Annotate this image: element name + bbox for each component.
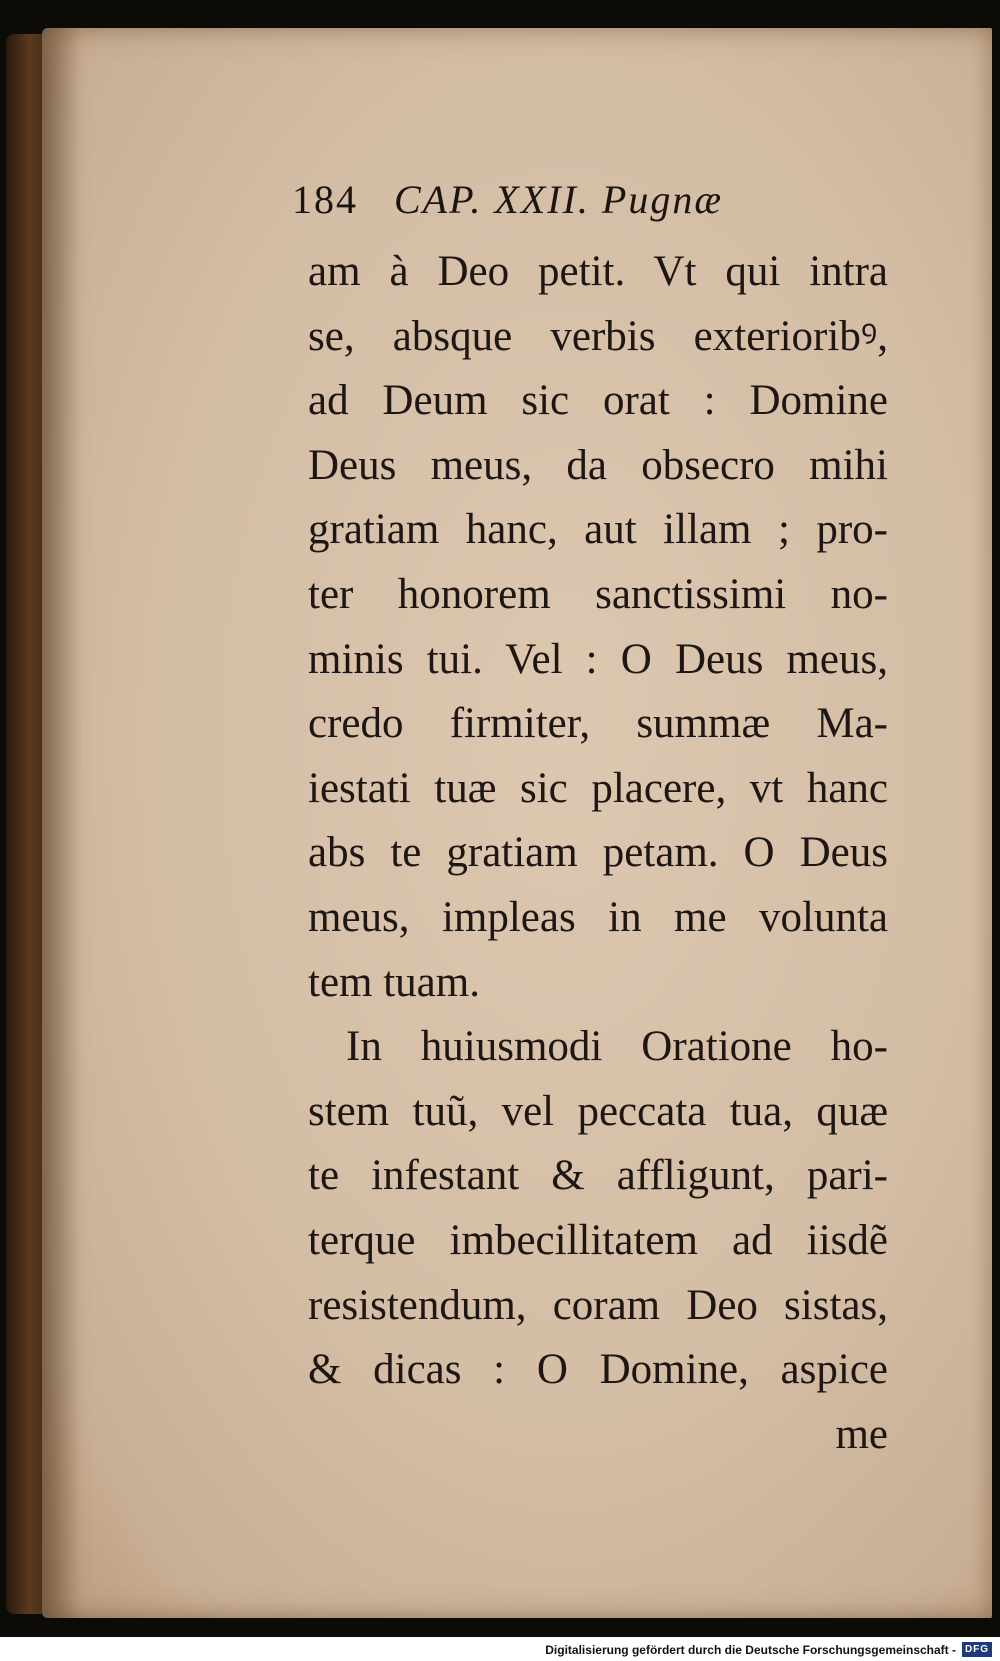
gutter-shadow bbox=[42, 28, 82, 1618]
text-line: gratiam hanc, aut illam ; pro- bbox=[308, 506, 888, 554]
text-line: te infestant & affligunt, pari- bbox=[308, 1152, 888, 1200]
funding-credit: Digitalisierung gefördert durch die Deutsche Forschungsgemeinschaft - bbox=[545, 1643, 956, 1657]
text-line: & dicas : O Domine, aspice bbox=[308, 1346, 888, 1394]
text-line: terque imbecillitatem ad iisdẽ bbox=[308, 1216, 888, 1264]
text-line: resistendum, coram Deo sistas, bbox=[308, 1281, 888, 1329]
dfg-logo-icon: DFG bbox=[962, 1642, 992, 1657]
running-head bbox=[292, 176, 852, 223]
text-line: meus, impleas in me volunta bbox=[308, 893, 888, 941]
text-line: Deus meus, da obsecro mihi bbox=[308, 441, 888, 489]
text-line: am à Deo petit. Vt qui intra bbox=[308, 248, 888, 295]
text-line: tem tuam. bbox=[308, 958, 480, 1006]
running-title: CAP. XXII. Pugnæ bbox=[394, 177, 724, 222]
text-line: stem tuũ, vel peccata tua, quæ bbox=[308, 1087, 888, 1135]
page-number: 184 bbox=[292, 177, 358, 222]
text-line: credo firmiter, summæ Ma- bbox=[308, 700, 888, 748]
text-line: minis tui. Vel : O Deus meus, bbox=[308, 635, 888, 683]
catchword: me bbox=[835, 1410, 888, 1458]
footer-bar bbox=[0, 1637, 1000, 1661]
body-text bbox=[308, 240, 888, 1467]
text-line: ter honorem sanctissimi no- bbox=[308, 570, 888, 618]
text-line: abs te gratiam petam. O Deus bbox=[308, 829, 888, 877]
text-line: se, absque verbis exterioribꝰ, bbox=[308, 312, 888, 360]
text-line: In huiusmodi Oratione ho- bbox=[346, 1023, 888, 1071]
text-line: iestati tuæ sic placere, vt hanc bbox=[308, 764, 888, 812]
text-line: ad Deum sic orat : Domine bbox=[308, 377, 888, 425]
